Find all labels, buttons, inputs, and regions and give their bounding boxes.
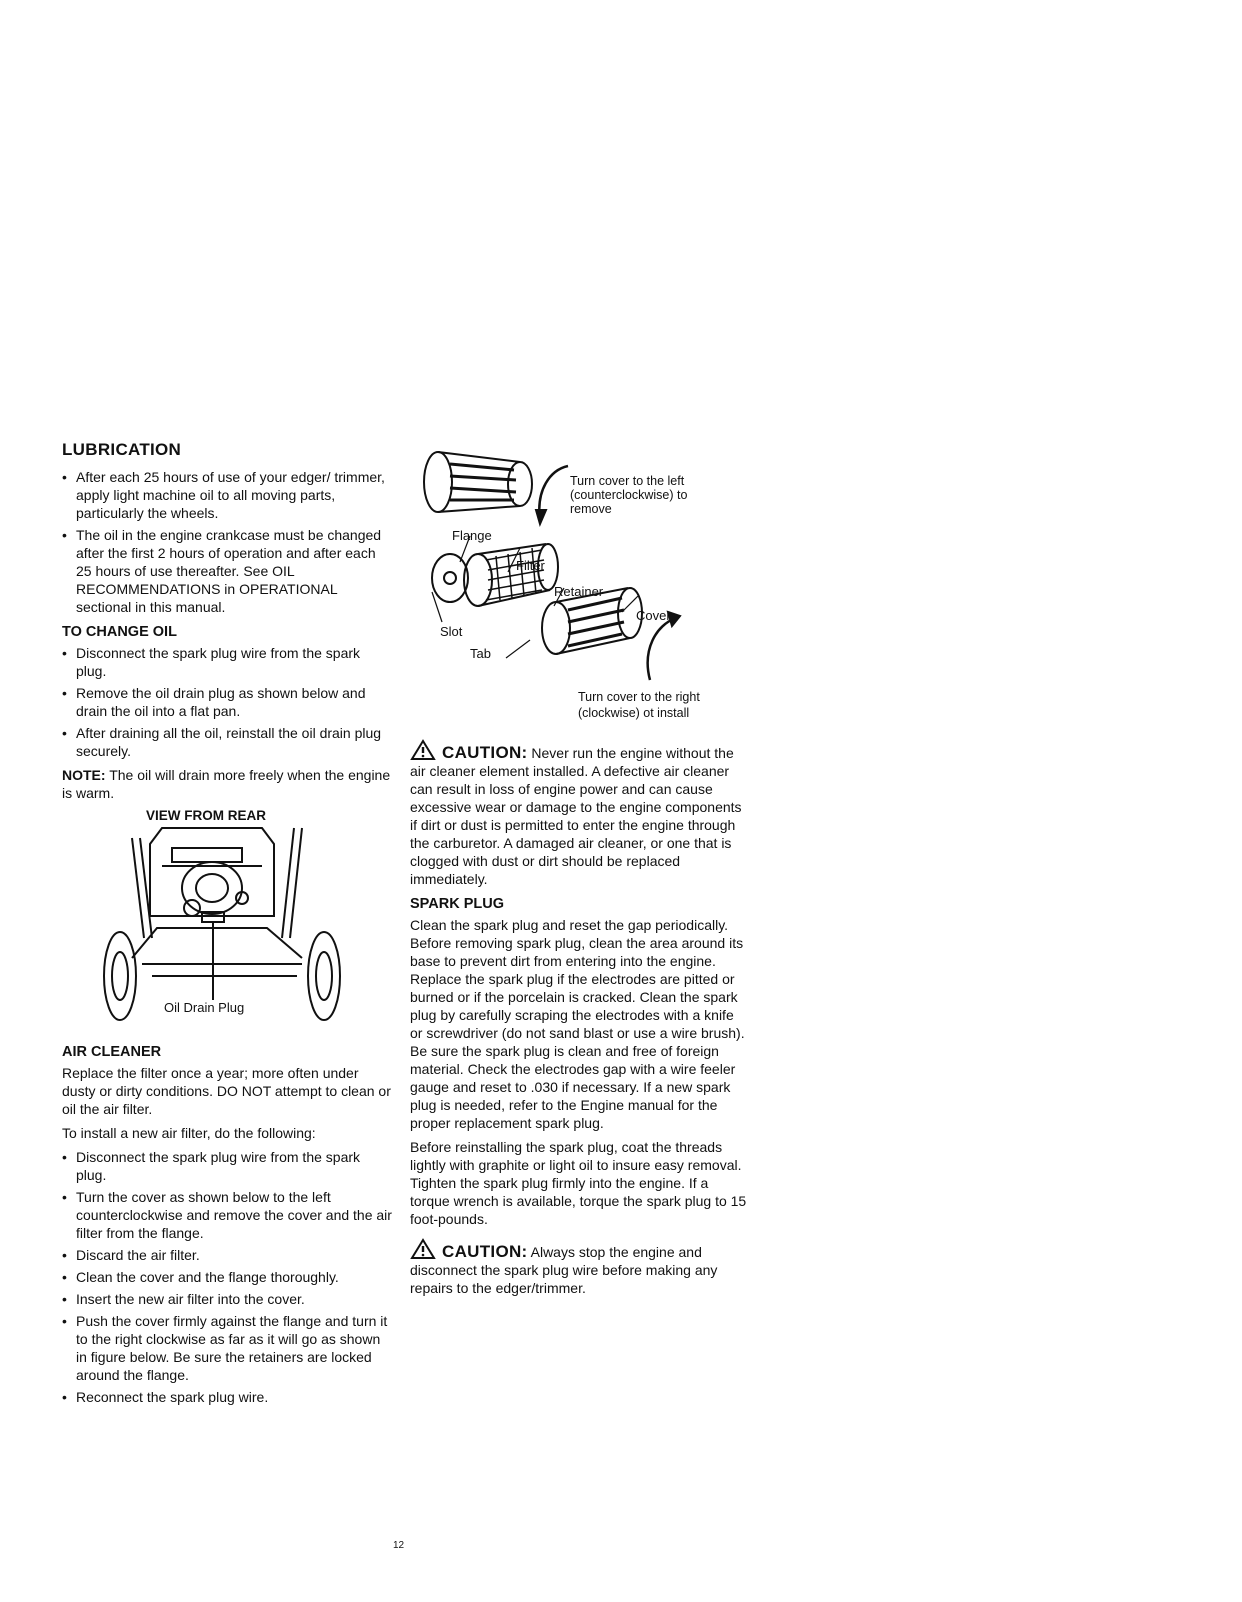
caution-air-cleaner xyxy=(410,739,750,888)
list-item: • Disconnect the spark plug wire from the spark plug. xyxy=(62,644,392,680)
slot-label: Slot xyxy=(440,624,463,639)
warning-triangle-icon xyxy=(410,1238,436,1260)
lubrication-heading: LUBRICATION xyxy=(62,440,182,459)
list-item: • Push the cover firmly against the flange and turn it to the right clockwise as far as it will go as shown in figure below. Be sure the retainers are locked around the flange. xyxy=(62,1312,392,1384)
install-note-2: (clockwise) ot install xyxy=(578,706,690,720)
air-cleaner-heading: AIR CLEANER xyxy=(62,1044,162,1060)
cover-label: Cover xyxy=(636,608,671,623)
air-cleaner-list xyxy=(62,1148,392,1406)
caution-text: Always stop the engine and disconnect the spark plug wire before making any repairs to the edger/trimmer. xyxy=(410,1244,718,1296)
lubrication-list xyxy=(62,468,392,616)
list-item: • After each 25 hours of use of your edger/ trimmer, apply light machine oil to all moving parts, particularly the wheels. xyxy=(62,468,392,522)
rear-view-caption: VIEW FROM REAR xyxy=(146,808,266,823)
install-note-1: Turn cover to the right xyxy=(578,690,700,704)
list-item: • Reconnect the spark plug wire. xyxy=(62,1388,392,1406)
air-cleaner-intro: Replace the filter once a year; more often under dusty or dirty conditions. DO NOT attempt to clean or oil the air filter. xyxy=(62,1065,391,1117)
filter-label: Filter xyxy=(516,558,545,573)
air-cleaner-lead: To install a new air filter, do the following: xyxy=(62,1125,316,1141)
remove-note: Turn cover to the left (counterclockwise) to remove xyxy=(570,474,688,516)
caution-repairs xyxy=(410,1238,750,1297)
list-item: • The oil in the engine crankcase must be changed after the first 2 hours of operation and after each 25 hours of use thereafter. See OIL RECOMMENDATIONS in OPERATIONAL sectional in this manual. xyxy=(62,526,392,616)
note-label: NOTE: xyxy=(62,767,106,783)
tab-label: Tab xyxy=(470,646,491,661)
warning-triangle-icon xyxy=(410,739,436,761)
list-item: • Insert the new air filter into the cover. xyxy=(62,1290,392,1308)
caution-label: CAUTION: xyxy=(442,743,528,762)
list-item: • Disconnect the spark plug wire from the spark plug. xyxy=(62,1148,392,1184)
list-item: • Clean the cover and the flange thoroughly. xyxy=(62,1268,392,1286)
page-number: 12 xyxy=(393,1540,405,1551)
change-oil-heading: TO CHANGE OIL xyxy=(62,624,177,640)
spark-plug-para-2: Before reinstalling the spark plug, coat the threads lightly with graphite or light oil to insure easy removal. Tighten the spark plug firmly into the engine. If a torque wrench is available, torque the spark plug to 15 foot-pounds. xyxy=(410,1139,747,1227)
list-item: • Turn the cover as shown below to the left counterclockwise and remove the cover and the air filter from the flange. xyxy=(62,1188,392,1242)
right-column xyxy=(410,440,750,1303)
note-text: The oil will drain more freely when the engine is warm. xyxy=(62,767,391,801)
spark-plug-para-1: Clean the spark plug and reset the gap periodically. Before removing spark plug, clean the area around its base to prevent dirt from entering into the engine. Replace the spark plug if the electrodes are pitted or burned or if the porcelain is cracked. Clean the spark plug by carefully scraping the electrodes with a knife or screwdriver (do not sand blast or use a wire brush). Be sure the spark plug is clean and free of foreign material. Check the electrodes gap with a wire feeler gauge and reset to .030 if necessary. If a new spark plug is needed, refer to the Engine manual for the proper replacement spark plug. xyxy=(410,917,745,1131)
retainer-label: Retainer xyxy=(554,584,604,599)
caution-text: Never run the engine without the air cleaner element installed. A defective air cleaner can result in loss of engine power and can cause excessive wear or damage to the engine components if dirt or dust is permitted to enter the engine through the carburetor. A damaged air cleaner, or one that is clogged with dust or dirt should be replaced immediately. xyxy=(410,745,742,887)
flange-label: Flange xyxy=(452,528,492,543)
list-item: • After draining all the oil, reinstall the oil drain plug securely. xyxy=(62,724,392,760)
left-column xyxy=(62,440,392,1412)
rear-view-figure xyxy=(62,808,392,1038)
oil-drain-plug-label: Oil Drain Plug xyxy=(164,1000,245,1015)
caution-label: CAUTION: xyxy=(442,1242,528,1261)
list-item: • Discard the air filter. xyxy=(62,1246,392,1264)
list-item: • Remove the oil drain plug as shown below and drain the oil into a flat pan. xyxy=(62,684,392,720)
oil-note xyxy=(62,766,392,802)
spark-plug-heading: SPARK PLUG xyxy=(410,896,504,912)
air-filter-figure xyxy=(410,440,750,725)
change-oil-list xyxy=(62,644,392,760)
